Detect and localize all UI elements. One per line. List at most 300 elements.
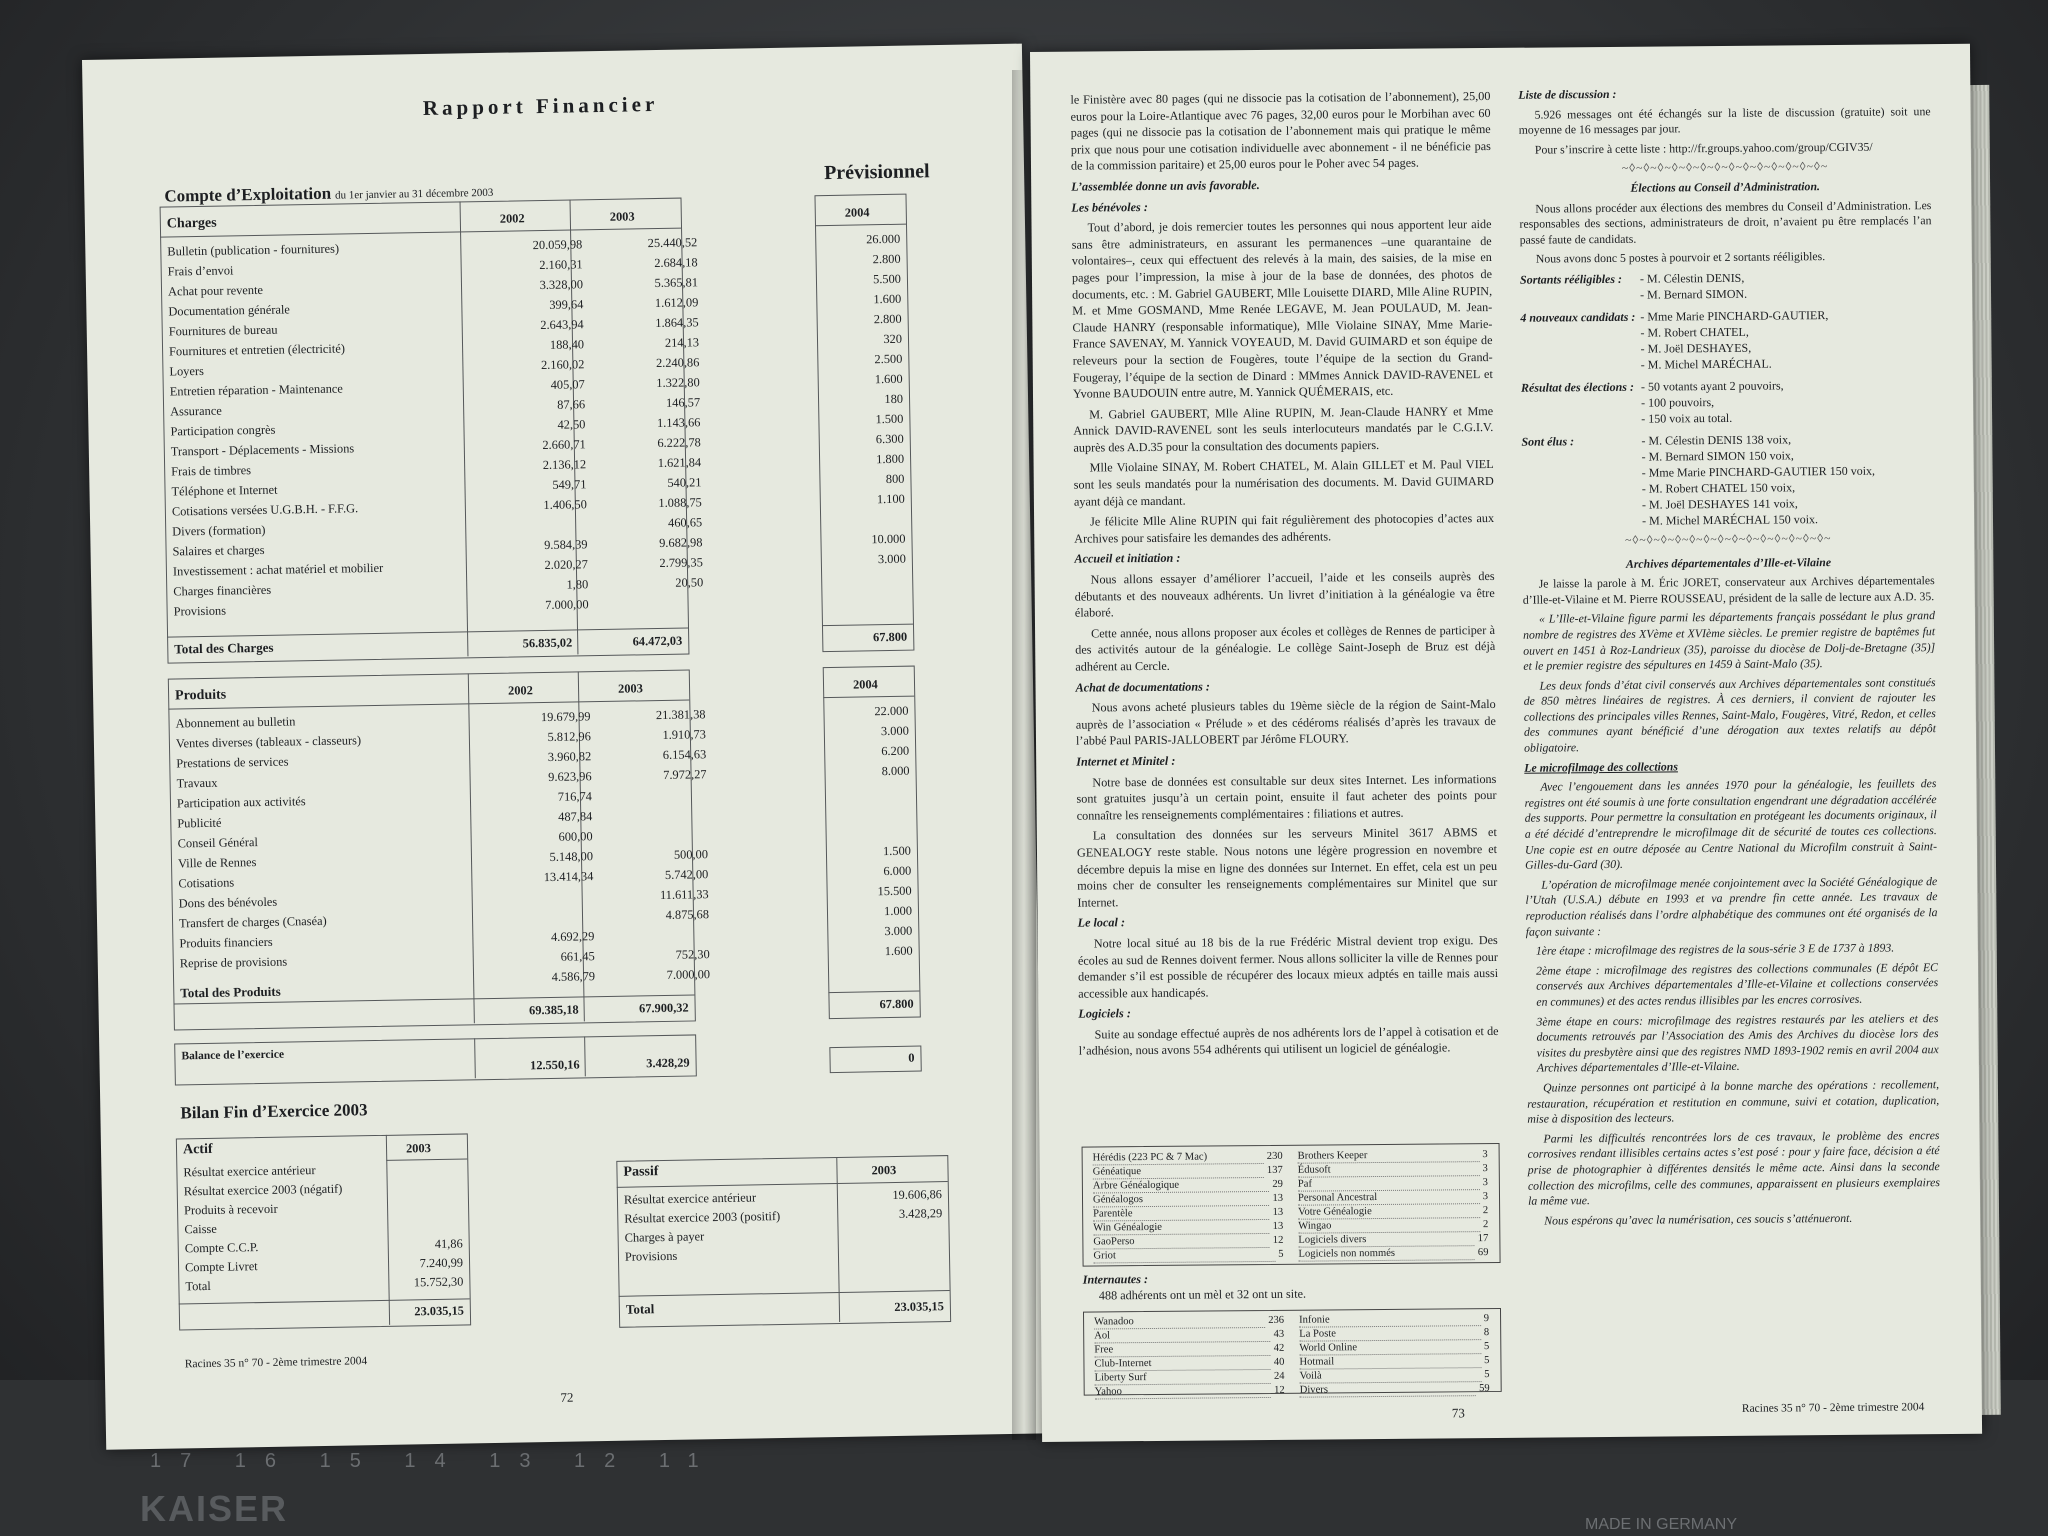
row-value-2003: 1.864,35 xyxy=(655,315,699,331)
software-list-left xyxy=(1093,1150,1284,1264)
prev-row-value: 1.500 xyxy=(875,411,904,427)
balance-2002: 12.550,16 xyxy=(529,1057,580,1073)
row-value xyxy=(387,1178,462,1198)
row-label: Documentation générale xyxy=(168,302,290,319)
internautes-block xyxy=(1083,1270,1306,1304)
count-value: 40 xyxy=(1273,1356,1285,1368)
count-row xyxy=(1300,1382,1490,1398)
sortants-block xyxy=(1520,268,1932,304)
software-list-right xyxy=(1298,1148,1489,1262)
count-value: 236 xyxy=(1268,1314,1285,1326)
compte-title: Compte d’Exploitation xyxy=(164,183,332,206)
count-value: 13 xyxy=(1272,1192,1284,1204)
row-label: Prestations de services xyxy=(176,754,289,771)
prev-row-value: 1.600 xyxy=(884,943,913,959)
prev-row-value: 1.500 xyxy=(882,843,912,859)
count-name: Généatique xyxy=(1093,1164,1264,1179)
page-number-72: 72 xyxy=(560,1389,574,1405)
row-value-2002: 405,07 xyxy=(550,377,585,392)
passif-total-label: Total xyxy=(625,1301,655,1317)
row-value-2003: 5.742,00 xyxy=(664,867,709,882)
count-name: La Poste xyxy=(1299,1326,1481,1342)
prev-row-value: 2.500 xyxy=(874,351,903,367)
row-value-2003: 214,13 xyxy=(664,335,700,350)
row-value-2002 xyxy=(472,514,587,536)
row-value-2003 xyxy=(594,924,709,946)
row-value-2002 xyxy=(479,886,594,908)
row-label: Provisions xyxy=(624,1248,678,1264)
row-value-2003: 25.440,52 xyxy=(647,235,698,251)
row-label: Résultat exercice 2003 (négatif) xyxy=(183,1181,343,1199)
row-value-2002: 19.679,99 xyxy=(540,709,591,725)
previsionnel-heading: Prévisionnel xyxy=(823,160,930,185)
liste-paragraph-1: 5.926 messages ont été échangés sur la liste de discussion (gratuite) soit une moyenne de 16 messages par jour. xyxy=(1518,103,1931,137)
row-value: 19.606,86 xyxy=(892,1187,943,1203)
row-value-2002: 5.812,96 xyxy=(547,729,592,744)
row-value-2002: 487,84 xyxy=(558,809,593,824)
row-label: Divers (formation) xyxy=(172,522,266,539)
brand-logo: KAISER xyxy=(140,1488,289,1529)
microfilm-heading: Le microfilmage des collections xyxy=(1524,759,1678,775)
row-value: 41,86 xyxy=(434,1236,463,1252)
footer-left: Racines 35 n° 70 - 2ème trimestre 2004 xyxy=(184,1355,368,1371)
row-label: Investissement : achat matériel et mobilier xyxy=(172,560,384,579)
row-label: Caisse xyxy=(184,1221,217,1237)
count-name: World Online xyxy=(1299,1340,1481,1356)
right-page xyxy=(1030,44,1982,1442)
row-value-2003: 20,50 xyxy=(675,575,704,590)
row-value-2002: 3.328,00 xyxy=(539,277,584,293)
row-label: Cotisations versées U.G.B.H. - F.F.G. xyxy=(171,501,359,519)
software-box xyxy=(1082,1143,1501,1267)
prev-row-value: 3.000 xyxy=(884,923,913,939)
prev-row-value xyxy=(827,821,910,842)
count-value: 69 xyxy=(1477,1247,1489,1259)
list-item: - 150 voix au total. xyxy=(1641,410,1733,426)
microfilm-paragraph-1: Avec l’engouement dans les années 1970 pour la généalogie, les feuillets des registres ont été soumis à une forte consultation engendrant une dégradation accélérée des supports. Pour permettre la consultation en protégeant les documents originaux, il a été décidé d’entreprendre le microfilmage dit de sécurité de toutes ces collections. Une copie est en outre déposée au Centre National du Microfilm construit à Saint-Gilles-du-Gard (30). xyxy=(1524,776,1938,872)
row-value-2002: 1.406,50 xyxy=(543,497,587,513)
charges-col-2002: 2002 xyxy=(499,211,525,226)
row-label: Loyers xyxy=(169,363,204,379)
row-value-2002: 4.692,29 xyxy=(550,929,595,944)
list-item: - M. Bernard SIMON. xyxy=(1640,286,1748,302)
row-value-2002: 661,45 xyxy=(560,949,595,964)
charges-rows xyxy=(167,232,704,621)
count-name: Parentèle xyxy=(1093,1206,1270,1222)
count-value: 13 xyxy=(1272,1206,1284,1218)
candidats-block xyxy=(1520,306,1933,374)
prev-row-value: 320 xyxy=(883,331,903,347)
row-value-2002: 9.623,96 xyxy=(548,769,592,784)
count-value: 137 xyxy=(1266,1164,1283,1176)
count-name: Yahoo xyxy=(1095,1384,1272,1400)
row-value xyxy=(387,1197,462,1217)
isp-list-right xyxy=(1299,1312,1490,1398)
row-label: Participation congrès xyxy=(170,422,276,439)
list-item: - 100 pouvoirs, xyxy=(1641,394,1715,410)
page-number-73: 73 xyxy=(1451,1405,1465,1421)
prev-row-value: 1.600 xyxy=(874,371,903,387)
count-name: Liberty Surf xyxy=(1095,1370,1272,1386)
count-name: Hérédis (223 PC & 7 Mac) xyxy=(1093,1150,1264,1165)
count-value: 13 xyxy=(1272,1220,1284,1232)
resultat-list xyxy=(1641,377,1784,426)
row-label: Résultat exercice antérieur xyxy=(183,1163,316,1180)
logiciels-heading: Logiciels : xyxy=(1078,1006,1131,1021)
logiciels-paragraph: Suite au sondage effectué auprès de nos adhérents lors de l’appel à cotisation et de l’adhésion, nous avons 554 adhérents qui utilisent un logiciel de généalogie. xyxy=(1078,1023,1499,1059)
elections-paragraph-2: Nous avons donc 5 postes à pourvoir et 2 sortants rééligibles. xyxy=(1535,249,1826,266)
avis-heading: L’assemblée donne un avis favorable. xyxy=(1071,177,1260,194)
count-name: Généalogos xyxy=(1093,1192,1270,1208)
row-value-2002: 399,64 xyxy=(549,297,584,312)
passif-col: 2003 xyxy=(871,1162,897,1178)
row-value-2003: 146,57 xyxy=(665,395,701,410)
count-value: 3 xyxy=(1482,1163,1488,1175)
row-value-2002: 20.059,98 xyxy=(532,237,583,253)
internautes-paragraph: 488 adhérents ont un mèl et 32 ont un site. xyxy=(1098,1286,1307,1303)
prev-row-value: 2.800 xyxy=(872,251,901,267)
prev-row-value: 1.100 xyxy=(876,491,905,507)
row-value-2003: 1.322,80 xyxy=(656,375,700,391)
row-value-2002: 2.160,31 xyxy=(539,257,583,273)
count-value: 5 xyxy=(1484,1369,1490,1381)
archives-paragraph-1: Je laisse la parole à M. Éric JORET, conservateur aux Archives départementales d’Ille-et-Vilaine et M. Pierre ROUSSEAU, président de la salle de lecture aux A.D. 35. xyxy=(1522,573,1935,607)
row-value-2003: 4.875,68 xyxy=(665,907,710,922)
row-label: Charges à payer xyxy=(624,1229,705,1245)
internet-heading: Internet et Minitel : xyxy=(1076,753,1176,769)
row-value-2003 xyxy=(592,784,707,806)
etape-2: 2ème étape : microfilmage des registres des collections communales (E dépôt EC conservés aux Archives départementales d’Ille-et-Vilaine et collections conservées en communes) et des actes rendus illisibles par les encres corrosives. xyxy=(1535,959,1939,1009)
sortants-list xyxy=(1640,270,1747,303)
produits-total-2002: 69.385,18 xyxy=(528,1002,579,1018)
count-name: Griot xyxy=(1093,1248,1275,1264)
produits-col-2002: 2002 xyxy=(507,683,533,698)
footer-right: Racines 35 n° 70 - 2ème trimestre 2004 xyxy=(1741,1401,1925,1415)
produits-total-2003: 67.900,32 xyxy=(638,1000,689,1016)
row-value-2003: 5.365,81 xyxy=(654,275,699,291)
row-label: Participation aux activités xyxy=(176,794,306,811)
charges-total-2002: 56.835,02 xyxy=(522,635,573,651)
passif-total: 23.035,15 xyxy=(894,1299,945,1315)
internet-paragraph-1: Notre base de données est consultable sur deux sites Internet. Les informations sont gratuites jusqu’à un certain point, ensuite il faut acheter des points pour connaître les renseignements complémentaires : filiations et autres. xyxy=(1076,771,1497,823)
prev-row-value: 6.200 xyxy=(881,743,910,759)
liste-paragraph-2: Pour s’inscrire à cette liste : http://fr.groups.yahoo.com/group/CGIV35/ xyxy=(1534,139,1873,157)
local-heading: Le local : xyxy=(1077,915,1126,930)
row-value-2002 xyxy=(479,906,594,928)
row-value-2002: 13.414,34 xyxy=(543,869,594,885)
list-item: - M. Joël DESHAYES 141 voix, xyxy=(1641,496,1798,512)
prev-row-value: 1.000 xyxy=(883,903,913,919)
accueil-paragraph-1: Nous allons essayer d’améliorer l’accueil, l’aide et les conseils auprès des débutants et des nouveaux adhérents. Un livret d’initiation à la généalogie va être élaboré. xyxy=(1074,568,1495,620)
count-value: 42 xyxy=(1273,1342,1285,1354)
row-label: Ventes diverses (tableaux - classeurs) xyxy=(175,733,362,751)
microfilm-paragraph-2: L’opération de microfilmage menée conjointement avec la Société Généalogique de l’Utah (U.S.A.) débute en 1993 et va prendre fin cette année. Les travaux de reproduction réalisés dans l’ordre alphabétique des communes ont été organisés de la façon suivante : xyxy=(1525,873,1938,939)
benevoles-paragraph-1: Tout d’abord, je dois remercier toutes les personnes qui nous apportent leur aide sans être administrateurs, en assurant les permanences –une quarantaine de volontaires–, ceux qui effectuent des relevés à la main, des saisies, de la mise en pages pour l’impression, la mise à jour de la base de données, des photos de documents, etc. : M. Gabriel GAUBERT, Mlle Louisette DIARD, Mlle Aline RUPIN, M. et Mme GOSMAND, Mme Renée LEGAVE, M. Jean POULAUD, M. Jean-Claude HANRY (responsable informatique), Mlle Violaine SINAY, Mme Marie-France SAVENAY, M. Yannick VOYEAUD, M. David GUIMARD et son équipe de releveurs pour la section de Fougères, toute l’équipe de la section du Grand-Fougeray, l’équipe de la section de Dinard : MMmes Annick DAVID-RAVENEL et Yvonne BAUDOUIN entre autre, M. Yannick QUÉMERAIS, etc. xyxy=(1071,217,1493,401)
row-value-2003: 500,00 xyxy=(673,847,709,862)
row-label: Salaires et charges xyxy=(172,542,265,559)
produits-total-label: Total des Produits xyxy=(180,983,281,1001)
row-value-2003: 6.222,78 xyxy=(657,435,701,451)
row-label: Charges financières xyxy=(173,582,272,599)
count-name: Aol xyxy=(1094,1328,1271,1344)
prev-row-value: 3.000 xyxy=(877,551,906,567)
prev-row-value xyxy=(830,961,913,982)
report-title: Rapport Financier xyxy=(422,91,659,121)
row-value-2003: 7.972,27 xyxy=(663,767,707,782)
row-label: Fournitures et entretien (électricité) xyxy=(168,341,346,359)
separator-1: ~◊~◊~◊~◊~◊~◊~◊~◊~◊~◊~◊~◊~◊~◊~ xyxy=(1621,159,1829,176)
prev-row-value: 1.800 xyxy=(876,451,905,467)
count-name: Votre Généalogie xyxy=(1298,1204,1480,1220)
local-paragraph: Notre local situé au 18 bis de la rue Frédéric Mistral devient trop exigu. Des écoles au sud de Rennes doivent fermer. Nous allons solliciter la ville de Rennes pour demander s’il est possible de récupérer des locaux mieux adptés en taille mais aussi accessible aux handicapés. xyxy=(1077,932,1499,1001)
row-label: Total xyxy=(185,1278,211,1294)
row-value-2003: 2.684,18 xyxy=(654,255,698,271)
list-item: - M. Bernard SIMON 150 voix, xyxy=(1641,448,1794,464)
row-label: Dons des bénévoles xyxy=(178,894,278,911)
row-label: Résultat exercice 2003 (positif) xyxy=(624,1208,781,1226)
count-name: Arbre Généalogique xyxy=(1093,1178,1270,1194)
count-value: 5 xyxy=(1278,1248,1284,1260)
count-name: Win Généalogie xyxy=(1093,1220,1270,1236)
row-value-2002: 2.020,27 xyxy=(544,557,588,573)
row-label: Conseil Général xyxy=(177,835,258,851)
charges-total-label: Total des Charges xyxy=(174,639,274,657)
row-label: Produits financiers xyxy=(179,934,273,951)
count-row xyxy=(1298,1246,1488,1262)
list-item: - Mme Marie PINCHARD-GAUTIER, xyxy=(1640,307,1829,324)
row-value: 15.752,30 xyxy=(413,1274,464,1290)
actif-total: 23.035,15 xyxy=(414,1303,465,1319)
benevoles-paragraph-3: Mlle Violaine SINAY, M. Robert CHATEL, M. Alain GILLET et M. Paul VIEL sont les seuls mandatés pour la numérisation des documents. M. David GUIMARD ayant déjà ce mandant. xyxy=(1073,457,1494,509)
achat-paragraph: Nous avons acheté plusieurs tables du 19ème siècle de la région de Saint-Malo auprès de l’association « Prélude » et des cédéroms réalisés d’après les travaux de l’abbé Paul PARIS-JALLOBERT par Jérôme FLOURY. xyxy=(1075,697,1496,748)
list-item: - M. Michel MARÉCHAL. xyxy=(1640,356,1772,372)
row-value-2002: 600,00 xyxy=(558,829,593,844)
row-value-2003: 2.799,35 xyxy=(659,555,703,570)
row-value-2002: 42,50 xyxy=(557,417,586,432)
prev-row-value: 22.000 xyxy=(874,703,909,719)
row-value-2003: 6.154,63 xyxy=(662,747,707,762)
prev-row-value: 15.500 xyxy=(877,883,912,899)
list-item: - M. Célestin DENIS, xyxy=(1639,270,1745,286)
charges-col-2003: 2003 xyxy=(609,209,635,224)
internet-paragraph-2: La consultation des données sur les serveurs Minitel 3617 ABMS et GENEALOGY reste stable. Nous notons une légère progression en novembre et décembre depuis la mise en ligne des données sur Internet. En effet, cela est un peu moins cher de consulter les renseignements complémentaires sur Minitel que sur Internet. xyxy=(1076,825,1498,910)
row-label: Travaux xyxy=(176,775,218,791)
internautes-heading: Internautes : xyxy=(1082,1272,1149,1287)
elus-label: Sont élus : xyxy=(1521,434,1575,449)
row-label: Abonnement au bulletin xyxy=(175,714,296,731)
row-value: 3.428,29 xyxy=(898,1206,943,1221)
count-name: Logiciels non nommés xyxy=(1298,1246,1475,1262)
candidats-list xyxy=(1640,307,1829,373)
list-item: - M. Célestin DENIS 138 voix, xyxy=(1641,432,1792,448)
count-name: Infonie xyxy=(1299,1312,1481,1328)
count-value: 24 xyxy=(1273,1370,1285,1382)
row-value-2002: 2.160,02 xyxy=(540,357,585,373)
row-value-2003: 9.682,98 xyxy=(659,535,703,550)
row-value-2002: 2.643,94 xyxy=(540,317,584,333)
prev-row-value: 180 xyxy=(884,391,904,407)
row-value-2002: 5.148,00 xyxy=(549,849,594,864)
right-column-2 xyxy=(1518,84,1940,1233)
row-value-2003 xyxy=(592,824,707,846)
row-value xyxy=(386,1159,461,1179)
count-row xyxy=(1095,1384,1285,1400)
benevoles-paragraph-4: Je félicite Mlle Aline RUPIN qui fait régulièrement des photocopies d’actes aux Archives pour satisfaire les demandes des adhérents. xyxy=(1074,511,1495,546)
prev-row-value xyxy=(827,781,910,802)
sortants-label: Sortants rééligibles : xyxy=(1519,271,1623,287)
row-value-2003 xyxy=(588,592,703,614)
row-value-2003: 11.611,33 xyxy=(659,887,709,903)
prev-produits-col: 2004 xyxy=(852,677,878,692)
row-label: Provisions xyxy=(173,603,227,619)
list-item: - M. Joël DESHAYES, xyxy=(1640,340,1752,356)
row-value-2002: 716,74 xyxy=(557,789,593,804)
count-value: 29 xyxy=(1272,1178,1283,1190)
count-value: 2 xyxy=(1482,1205,1489,1217)
actif-col: 2003 xyxy=(405,1141,431,1156)
prev-row-value xyxy=(822,509,905,530)
count-name: Wingao xyxy=(1298,1218,1480,1234)
count-name: Brothers Keeper xyxy=(1298,1148,1480,1164)
prev-produits-values xyxy=(825,701,913,982)
row-label: Entretien réparation - Maintenance xyxy=(169,381,343,399)
row-value-2002: 87,66 xyxy=(557,397,586,412)
row-value-2003: 1.612,09 xyxy=(654,295,699,311)
row-label: Ville de Rennes xyxy=(177,855,257,871)
prev-produits-total: 67.800 xyxy=(879,996,914,1012)
benevoles-paragraph-2: M. Gabriel GAUBERT, Mlle Aline RUPIN, M. Jean-Claude HANRY et Mme Annick DAVID-RAVENEL sont les seuls interlocuteurs mandatés par le C.G.I.V. auprès des A.D.35 pour la consultation des documents papiers. xyxy=(1073,403,1494,455)
row-label: Bulletin (publication - fournitures) xyxy=(167,241,340,259)
etape-1: 1ère étape : microfilmage des registres de la sous-série 3 E de 1737 à 1893. xyxy=(1535,940,1895,958)
prev-row-value xyxy=(823,589,906,610)
row-value-2002: 188,40 xyxy=(549,337,585,352)
charges-total-2003: 64.472,03 xyxy=(632,633,683,649)
count-name: Logiciels divers xyxy=(1298,1232,1475,1248)
count-name: Paf xyxy=(1298,1176,1480,1192)
row-label: Achat pour revente xyxy=(167,282,264,299)
count-row xyxy=(1093,1248,1283,1264)
microfilm-paragraph-5: Nous espérons qu’avec la numérisation, ces soucis s’atténueront. xyxy=(1544,1210,1853,1228)
row-label: Assurance xyxy=(170,403,222,419)
prev-row-value xyxy=(823,569,906,590)
made-in-label: MADE IN GERMANY xyxy=(1585,1516,1738,1533)
candidats-label: 4 nouveaux candidats : xyxy=(1520,309,1636,325)
compte-period: du 1er janvier au 31 décembre 2003 xyxy=(335,186,494,202)
elus-block xyxy=(1521,430,1934,530)
prev-row-value: 800 xyxy=(885,471,905,487)
row-value-2002: 4.586,79 xyxy=(551,969,596,984)
actif-header: Actif xyxy=(182,1141,213,1158)
count-value: 9 xyxy=(1483,1313,1490,1325)
row-value-2003 xyxy=(592,804,707,826)
count-value: 3 xyxy=(1482,1149,1488,1161)
row-value-2003: 460,65 xyxy=(667,515,703,530)
row-label: Téléphone et Internet xyxy=(171,482,278,499)
prev-row-value: 6.300 xyxy=(875,431,904,447)
prev-row-value xyxy=(827,801,910,822)
row-value-2003: 1.143,66 xyxy=(656,415,701,431)
count-name: Hotmail xyxy=(1299,1354,1481,1370)
count-value: 3 xyxy=(1482,1177,1488,1189)
archives-heading: Archives départementales d’Ille-et-Vilaine xyxy=(1625,554,1832,571)
intro-paragraph: le Finistère avec 80 pages (qui ne dissocie pas la cotisation de l’abonnement), 25,00 euros pour la Loire-Atlantique avec 76 pages, 32,00 euros pour le Morbihan avec 60 pages (qui ne dissocie pas la cotisation de l’abonnement mais qui pratique le même prix que nous pour une cotisation individuelle avec abonnement - il ne bénéficie pas de la commission paritaire) et 25,00 euros pour le Poher avec 54 pages. xyxy=(1070,88,1491,174)
prev-row-value: 10.000 xyxy=(871,531,906,547)
archives-paragraph-3: Les deux fonds d’état civil conservés aux Archives départementales sont constitués de 850 mètres linéaires de registres. À ces derniers, il convient de rajouter les collections des principales villes Rennes, Saint-Malo, Fougères, Vitré, Redon, et celles des communes ayant bénéficié d’une dérogation aux textes relatifs au dépôt obligatoire. xyxy=(1523,674,1936,755)
prev-row-value: 5.500 xyxy=(872,271,902,287)
count-value: 2 xyxy=(1482,1219,1489,1231)
row-value xyxy=(838,1242,943,1263)
row-value-2003: 1.621,84 xyxy=(657,455,702,471)
row-value-2002: 549,71 xyxy=(552,477,587,492)
row-value-2003: 21.381,38 xyxy=(655,707,706,723)
count-name: Édusoft xyxy=(1298,1162,1480,1178)
left-page xyxy=(82,44,1046,1450)
prev-row-value: 3.000 xyxy=(880,723,909,739)
row-label: Résultat exercice antérieur xyxy=(623,1190,757,1207)
charges-header: Charges xyxy=(166,215,217,232)
row-label: Cotisations xyxy=(178,875,235,891)
list-item: - M. Michel MARÉCHAL 150 voix. xyxy=(1642,512,1819,528)
accueil-paragraph-2: Cette année, nous allons proposer aux écoles et collèges de Rennes de participer à des activités autour de la généalogie. Le collège Saint-Joseph de Bruz est déjà adhérent au Cercle. xyxy=(1075,622,1496,674)
count-name: Voilà xyxy=(1300,1368,1482,1384)
ruler-scale: 17 16 15 14 13 12 11 xyxy=(150,1450,718,1472)
passif-header: Passif xyxy=(623,1164,659,1180)
produits-col-2003: 2003 xyxy=(617,681,643,696)
row-label: Frais de timbres xyxy=(171,463,252,479)
count-value: 17 xyxy=(1477,1233,1489,1245)
archives-paragraph-2: « L’Ille-et-Vilaine figure parmi les départements français possédant le plus grand nombre de registres des XVème et XVIème siècles. Le premier registre de baptêmes fut ouvert en 1451 à Roz-Landrieux (35), paroisse du diocèse de Dolj-de-Bretagne (35)] et le premier registre des sépultures en 1459 à Saint-Malo (35). xyxy=(1523,608,1936,673)
row-value-2003: 2.240,86 xyxy=(655,355,700,371)
count-name: Free xyxy=(1094,1342,1271,1358)
prev-row-value: 1.600 xyxy=(873,291,902,307)
row-value-2002: 3.960,82 xyxy=(547,749,592,764)
list-item: - 50 votants ayant 2 pouvoirs, xyxy=(1640,378,1784,394)
row-value-2002: 2.660,71 xyxy=(542,437,586,453)
actif-rows xyxy=(183,1159,463,1297)
prev-charges-total: 67.800 xyxy=(872,629,908,645)
etape-3: 3ème étape en cours: microfilmage des registres restaurés par les ateliers et des documents retrouvés par l’Association des Amis des Archives du diocèse lors des visites du presbytère ainsi que des registres NMD 1893-1902 remis en avril 2004 aux Archives départementales d’Ille-et-Vilaine. xyxy=(1536,1010,1939,1075)
achat-heading: Achat de documentations : xyxy=(1075,679,1211,695)
row-label: Fournitures de bureau xyxy=(168,322,278,339)
elections-paragraph-1: Nous allons procéder aux élections des membres du Conseil d’Administration. Les responsables des sections, administrateurs de droit, n’avaient pu être remplacés l’an passé faute de candidats. xyxy=(1519,197,1932,247)
bilan-title: Bilan Fin d’Exercice 2003 xyxy=(180,1100,368,1123)
liste-heading: Liste de discussion : xyxy=(1518,86,1617,102)
prev-row-value: 6.000 xyxy=(883,863,912,879)
count-name: Club-Internet xyxy=(1094,1356,1271,1372)
row-value: 7.240,99 xyxy=(419,1255,464,1271)
list-item: - M. Robert CHATEL 150 voix, xyxy=(1641,480,1796,496)
prev-charges-values xyxy=(817,229,907,610)
count-name: Wanadoo xyxy=(1094,1314,1265,1329)
produits-rows xyxy=(175,704,710,993)
resultat-label: Résultat des élections : xyxy=(1520,379,1635,395)
row-label: Publicité xyxy=(177,815,222,831)
count-value: 5 xyxy=(1484,1355,1490,1367)
separator-2: ~◊~◊~◊~◊~◊~◊~◊~◊~◊~◊~◊~◊~◊~◊~ xyxy=(1625,530,1832,547)
row-value-2002: 1,80 xyxy=(566,577,589,592)
balance-label: Balance de l’exercice xyxy=(181,1048,285,1063)
count-name: Divers xyxy=(1300,1382,1477,1398)
count-value: 12 xyxy=(1274,1384,1285,1396)
accueil-heading: Accueil et initiation : xyxy=(1074,551,1181,567)
row-value-2002: 2.136,12 xyxy=(542,457,587,473)
right-column-1 xyxy=(1070,88,1498,1064)
prev-row-value: 2.800 xyxy=(873,311,902,327)
row-label: Produits à recevoir xyxy=(183,1201,278,1218)
row-label: Frais d’envoi xyxy=(167,263,234,279)
count-value: 5 xyxy=(1483,1341,1490,1353)
row-label: Compte C.C.P. xyxy=(184,1240,259,1256)
